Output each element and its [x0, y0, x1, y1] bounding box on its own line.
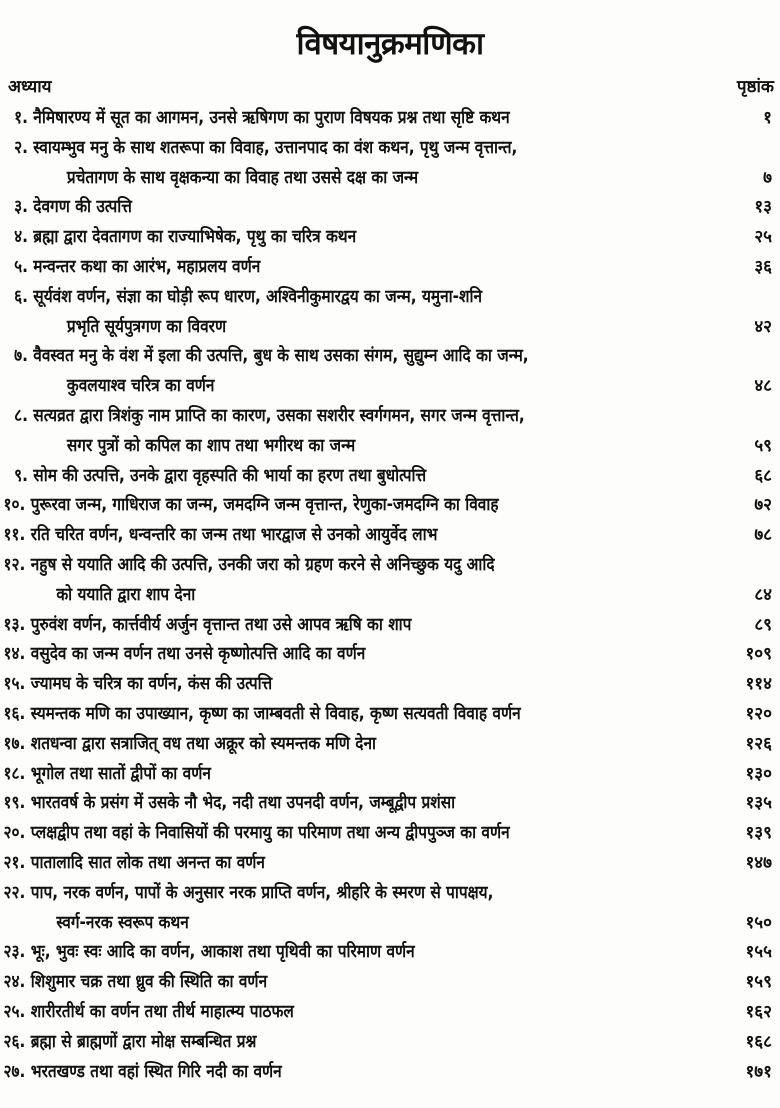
chapter-title-line: भारतवर्ष के प्रसंग में उसके नौ भेद, नदी तथा उपनदी वर्णन, जम्बूद्वीप प्रशंसा	[30, 793, 456, 814]
toc-entry	[0, 760, 780, 790]
page-number: १३९	[745, 823, 772, 844]
chapter-title-line: रति चरित वर्णन, धन्वन्तरि का जन्म तथा भारद्वाज से उनको आयुर्वेद लाभ	[30, 525, 438, 546]
chapter-number: ४.	[14, 227, 28, 248]
chapter-number: २६.	[3, 1031, 26, 1052]
toc-entry	[0, 819, 780, 849]
chapter-number: १३.	[3, 614, 26, 635]
toc-entry	[0, 938, 780, 968]
chapter-number: २४.	[3, 972, 26, 993]
chapter-title-line: वसुदेव का जन्म वर्णन तथा उनसे कृष्णोत्पत्ति आदि का वर्णन	[30, 644, 366, 665]
page-number: १५९	[745, 972, 772, 993]
chapter-title-line: ज्यामघ के चरित्र का वर्णन, कंस की उत्पत्ति	[30, 674, 273, 695]
page-number: ८९	[754, 614, 772, 635]
chapter-title-line: पातालादि सात लोक तथा अनन्त का वर्णन	[30, 852, 265, 873]
page-number: १३०	[745, 763, 772, 784]
chapter-title-line: सगर पुत्रों को कपिल का शाप तथा भगीरथ का जन्म	[66, 435, 356, 456]
chapter-number: १०.	[3, 495, 26, 516]
chapter-title-line: सत्यव्रत द्वारा त्रिशंकु नाम प्राप्ति का कारण, उसका सशरीर स्वर्गगमन, सगर जन्म वृत्तान्त,	[33, 405, 525, 426]
toc-entry	[0, 134, 780, 194]
toc-entry	[0, 789, 780, 819]
chapter-title-line: स्वर्ग-नरक स्वरूप कथन	[56, 912, 189, 933]
chapter-title-line: भूः, भुवः स्वः आदि का वर्णन, आकाश तथा पृथिवी का परिमाण वर्णन	[30, 942, 415, 963]
page-number: १२६	[745, 733, 772, 754]
chapter-title-line: को ययाति द्वारा शाप देना	[56, 584, 196, 605]
page-number: १५०	[745, 912, 772, 933]
page-number: १	[763, 108, 772, 128]
chapter-title-line: प्रभृति सूर्यपुत्रगण का विवरण	[66, 316, 227, 337]
page-number: १७१	[745, 1061, 772, 1082]
chapter-number: २७.	[3, 1061, 26, 1082]
chapter-title-line: पाप, नरक वर्णन, पापों के अनुसार नरक प्राप्ति वर्णन, श्रीहरि के स्मरण से पापक्षय,	[30, 882, 494, 903]
toc-entry	[0, 1058, 780, 1088]
page-number: १३	[754, 197, 772, 218]
page-number: १३५	[745, 793, 772, 814]
toc-entry	[0, 253, 780, 283]
toc-entry	[0, 283, 780, 343]
page-number: १६८	[745, 1031, 772, 1052]
chapter-number: १४.	[3, 644, 26, 665]
page-number: १४७	[745, 852, 772, 873]
chapter-number: ६.	[14, 286, 28, 307]
page-number: १२०	[745, 703, 772, 724]
chapter-title-line: सोम की उत्पत्ति, उनके द्वारा वृहस्पति की भार्या का हरण तथा बुधोत्पत्ति	[33, 465, 427, 486]
chapter-number: १७.	[3, 733, 26, 754]
chapter-number: ११.	[3, 525, 26, 546]
chapter-title-line: ब्रह्मा द्वारा देवतागण का राज्याभिषेक, पृथु का चरित्र कथन	[33, 227, 357, 248]
page-column-header: पृष्ठांक	[736, 77, 774, 97]
table-of-contents	[0, 104, 780, 1087]
toc-entry	[0, 402, 780, 462]
toc-entry	[0, 700, 780, 730]
chapter-number: ८.	[14, 405, 28, 426]
chapter-number: २३.	[3, 942, 26, 963]
toc-entry	[0, 193, 780, 223]
chapter-title-line: प्लक्षद्वीप तथा वहां के निवासियों की परमायु का परिमाण तथा अन्य द्वीपपुञ्ज का वर्णन	[30, 823, 510, 844]
toc-entry	[0, 104, 780, 134]
toc-entry	[0, 1028, 780, 1058]
chapter-number: १.	[14, 108, 28, 128]
toc-entry	[0, 611, 780, 641]
chapter-title-line: भरतखण्ड तथा वहां स्थित गिरि नदी का वर्णन	[30, 1061, 282, 1082]
toc-entry	[0, 223, 780, 253]
page-number: ८४	[754, 584, 772, 605]
chapter-title-line: शारीरतीर्थ का वर्णन तथा तीर्थ माहात्म्य पाठफल	[30, 1001, 294, 1022]
page-number: ७	[763, 167, 772, 188]
chapter-title-line: शिशुमार चक्र तथा ध्रुव की स्थिति का वर्णन	[30, 972, 268, 993]
chapter-number: २.	[14, 137, 28, 158]
chapter-column-header: अध्याय	[8, 77, 52, 97]
page-number: ६८	[754, 465, 772, 486]
chapter-number: १५.	[3, 674, 26, 695]
toc-entry	[0, 551, 780, 611]
chapter-number: ३.	[14, 197, 28, 218]
page-number: ३६	[754, 256, 772, 277]
chapter-number: ५.	[14, 256, 28, 277]
toc-entry	[0, 998, 780, 1028]
chapter-title-line: नहुष से ययाति आदि की उत्पत्ति, उनकी जरा को ग्रहण करने से अनिच्छुक यदु आदि	[30, 554, 495, 575]
chapter-number: ९.	[14, 465, 28, 486]
toc-entry	[0, 342, 780, 402]
page-number: ४२	[754, 316, 772, 337]
chapter-title-line: वैवस्वत मनु के वंश में इला की उत्पत्ति, बुध के साथ उसका संगम, सुद्युम्न आदि का जन्म,	[33, 346, 529, 367]
toc-entry	[0, 670, 780, 700]
chapter-title-line: स्यमन्तक मणि का उपाख्यान, कृष्ण का जाम्बवती से विवाह, कृष्ण सत्यवती विवाह वर्णन	[30, 703, 521, 724]
chapter-title-line: देवगण की उत्पत्ति	[33, 197, 132, 218]
chapter-title-line: ब्रह्मा से ब्राह्मणों द्वारा मोक्ष सम्बन्धित प्रश्न	[30, 1031, 257, 1052]
chapter-title-line: भूगोल तथा सातों द्वीपों का वर्णन	[30, 763, 211, 784]
chapter-title-line: पुरूरवा जन्म, गाधिराज का जन्म, जमदग्नि जन्म वृत्तान्त, रेणुका-जमदग्नि का विवाह	[30, 495, 499, 516]
chapter-number: २२.	[3, 882, 26, 903]
page-number: १५५	[745, 942, 772, 963]
chapter-number: १६.	[3, 703, 26, 724]
toc-entry	[0, 968, 780, 998]
chapter-number: २१.	[3, 852, 26, 873]
page-title: विषयानुक्रमणिका	[296, 26, 484, 62]
toc-entry	[0, 879, 780, 939]
toc-entry	[0, 640, 780, 670]
chapter-title-line: प्रचेतागण के साथ वृक्षकन्या का विवाह तथा उससे दक्ष का जन्म	[66, 167, 419, 188]
toc-entry	[0, 730, 780, 760]
page-number: २५	[754, 227, 772, 248]
toc-entry	[0, 491, 780, 521]
page-number: ११४	[745, 674, 772, 695]
chapter-title-line: शतधन्वा द्वारा सत्राजित् वध तथा अक्रूर को स्यमन्तक मणि देना	[30, 733, 376, 754]
chapter-title-line: कुवलयाश्व चरित्र का वर्णन	[66, 376, 215, 397]
chapter-number: २०.	[3, 823, 26, 844]
chapter-title-line: सूर्यवंश वर्णन, संज्ञा का घोड़ी रूप धारण, अश्विनीकुमारद्वय का जन्म, यमुना-शनि	[33, 286, 483, 307]
toc-entry	[0, 521, 780, 551]
chapter-title-line: नैमिषारण्य में सूत का आगमन, उनसे ऋषिगण का पुराण विषयक प्रश्न तथा सृष्टि कथन	[33, 108, 510, 128]
page-number: ४८	[754, 376, 772, 397]
page-number: १०९	[745, 644, 772, 665]
page-number: ७२	[754, 495, 772, 516]
chapter-title-line: पुरुवंश वर्णन, कार्त्तवीर्य अर्जुन वृत्तान्त तथा उसे आपव ऋषि का शाप	[30, 614, 412, 635]
chapter-number: १८.	[3, 763, 26, 784]
page-number: १६२	[745, 1001, 772, 1022]
page-number: ७८	[754, 525, 772, 546]
page-number: ५९	[754, 435, 772, 456]
chapter-number: १२.	[3, 554, 26, 575]
chapter-number: १९.	[3, 793, 26, 814]
toc-entry	[0, 462, 780, 492]
chapter-title-line: स्वायम्भुव मनु के साथ शतरूपा का विवाह, उत्तानपाद का वंश कथन, पृथु जन्म वृत्तान्त,	[33, 137, 518, 158]
chapter-number: ७.	[14, 346, 28, 367]
toc-entry	[0, 849, 780, 879]
chapter-title-line: मन्वन्तर कथा का आरंभ, महाप्रलय वर्णन	[33, 256, 261, 277]
chapter-number: २५.	[3, 1001, 26, 1022]
